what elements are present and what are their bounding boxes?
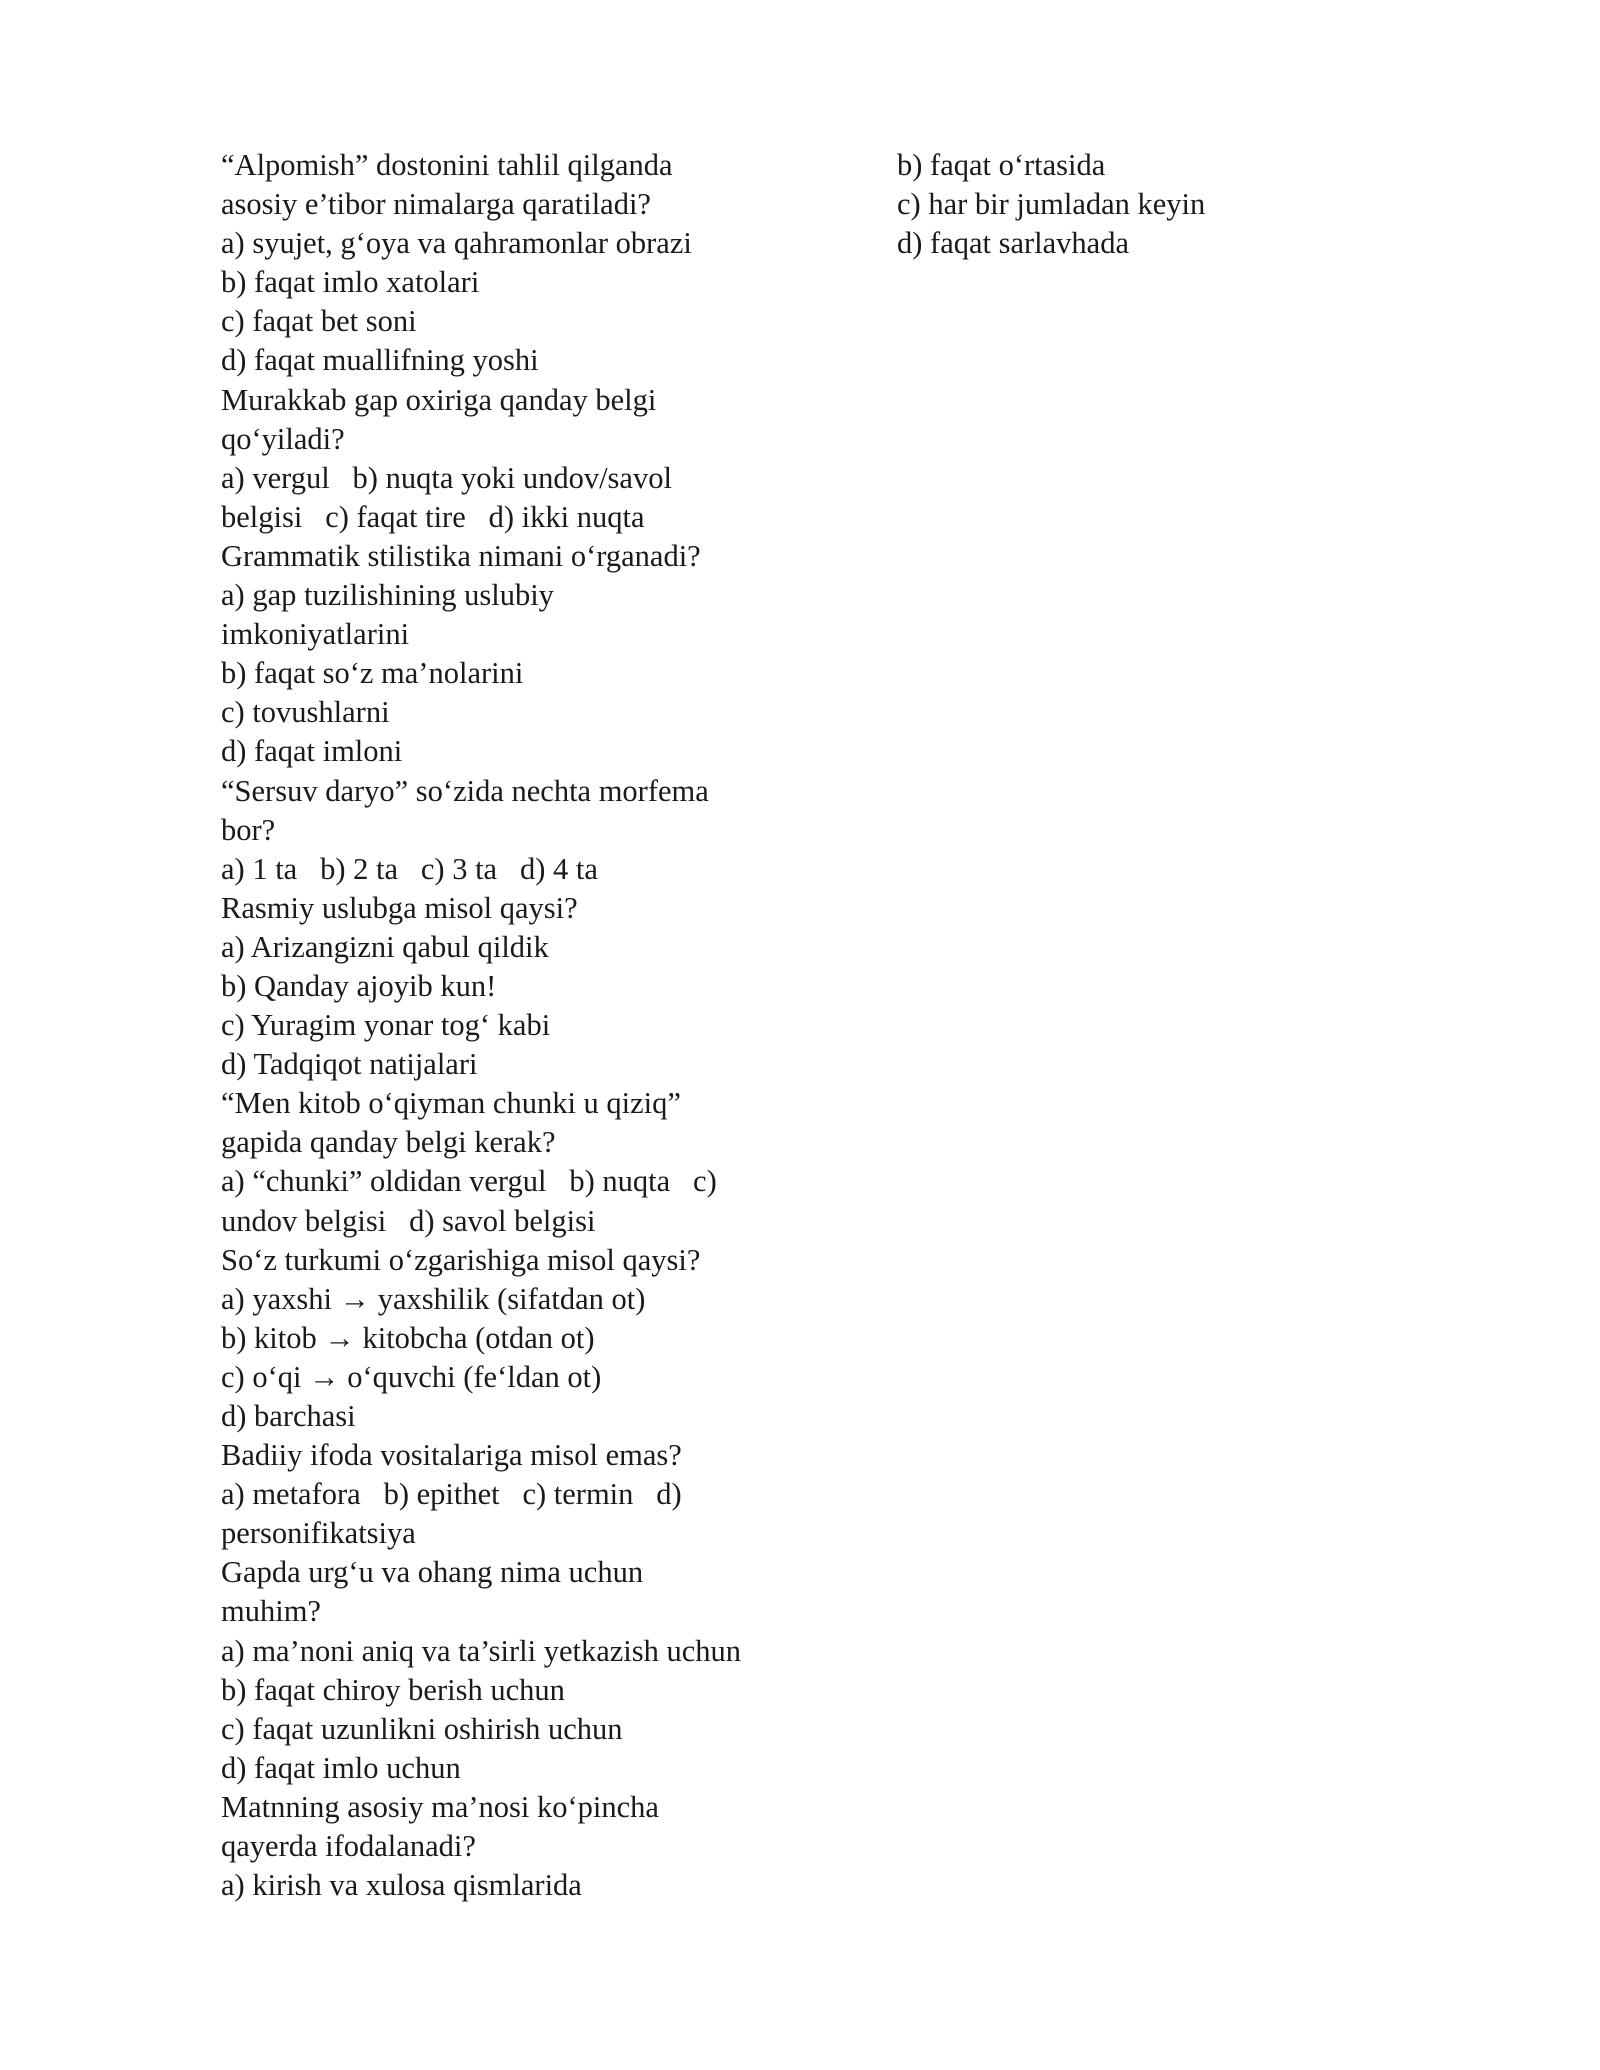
text-line: d) faqat sarlavhada [897,226,1130,261]
text-line: a) ma’noni aniq va ta’sirli yetkazish uchun [221,1633,742,1668]
text-line: d) faqat muallifning yoshi [221,343,539,378]
text-line: belgisi c) faqat tire d) ikki nuqta [221,499,645,534]
text-line: c) tovushlarni [221,695,390,730]
text-line: c) har bir jumladan keyin [897,187,1206,222]
text-line: a) gap tuzilishining uslubiy [221,578,554,613]
text-line: a) metafora b) epithet c) termin d) [221,1477,682,1512]
text-line: personifikatsiya [221,1516,416,1551]
text-line: So‘z turkumi o‘zgarishiga misol qaysi? [221,1242,701,1277]
text-line: qayerda ifodalanadi? [221,1829,476,1864]
text-line: Murakkab gap oxiriga qanday belgi [221,382,657,417]
text-line: Grammatik stilistika nimani o‘rganadi? [221,538,701,573]
text-line: bor? [221,812,276,847]
text-line: Rasmiy uslubga misol qaysi? [221,890,578,925]
text-line: a) 1 ta b) 2 ta c) 3 ta d) 4 ta [221,851,598,886]
text-line: gapida qanday belgi kerak? [221,1125,556,1160]
text-line: qo‘yiladi? [221,421,345,456]
text-line: a) kirish va xulosa qismlarida [221,1868,582,1903]
text-line: a) yaxshi → yaxshilik (sifatdan ot) [221,1281,646,1316]
left-text-column [221,146,821,1905]
text-line: imkoniyatlarini [221,617,410,652]
text-line: Gapda urg‘u va ohang nima uchun [221,1555,644,1590]
text-line: a) “chunki” oldidan vergul b) nuqta c) [221,1164,717,1199]
text-line: asosiy e’tibor nimalarga qaratiladi? [221,187,651,222]
text-line: c) faqat bet soni [221,304,417,339]
text-line: c) faqat uzunlikni oshirish uchun [221,1711,623,1746]
text-line: b) faqat imlo xatolari [221,265,480,300]
right-text-column [897,146,1417,263]
text-line: muhim? [221,1594,321,1629]
text-line: b) faqat so‘z ma’nolarini [221,656,524,691]
text-line: c) Yuragim yonar tog‘ kabi [221,1008,551,1043]
text-line: Badiiy ifoda vositalariga misol emas? [221,1438,682,1473]
text-line: d) faqat imloni [221,734,403,769]
text-line: d) faqat imlo uchun [221,1750,461,1785]
text-line: c) o‘qi → o‘quvchi (fe‘ldan ot) [221,1359,602,1394]
text-line: b) Qanday ajoyib kun! [221,968,497,1003]
text-line: d) barchasi [221,1399,356,1433]
text-line: “Alpomish” dostonini tahlil qilganda [221,148,673,182]
text-line: “Sersuv daryo” so‘zida nechta morfema [221,773,709,808]
text-line: a) syujet, g‘oya va qahramonlar obrazi [221,226,692,261]
text-line: Matnning asosiy ma’nosi ko‘pincha [221,1789,659,1824]
text-line: b) faqat o‘rtasida [897,148,1106,182]
text-line: “Men kitob o‘qiyman chunki u qiziq” [221,1086,681,1121]
text-line: b) faqat chiroy berish uchun [221,1672,565,1707]
text-line: a) Arizangizni qabul qildik [221,929,549,964]
text-line: b) kitob → kitobcha (otdan ot) [221,1320,595,1355]
text-line: d) Tadqiqot natijalari [221,1047,478,1082]
text-line: undov belgisi d) savol belgisi [221,1203,596,1238]
text-line: a) vergul b) nuqta yoki undov/savol [221,460,672,495]
